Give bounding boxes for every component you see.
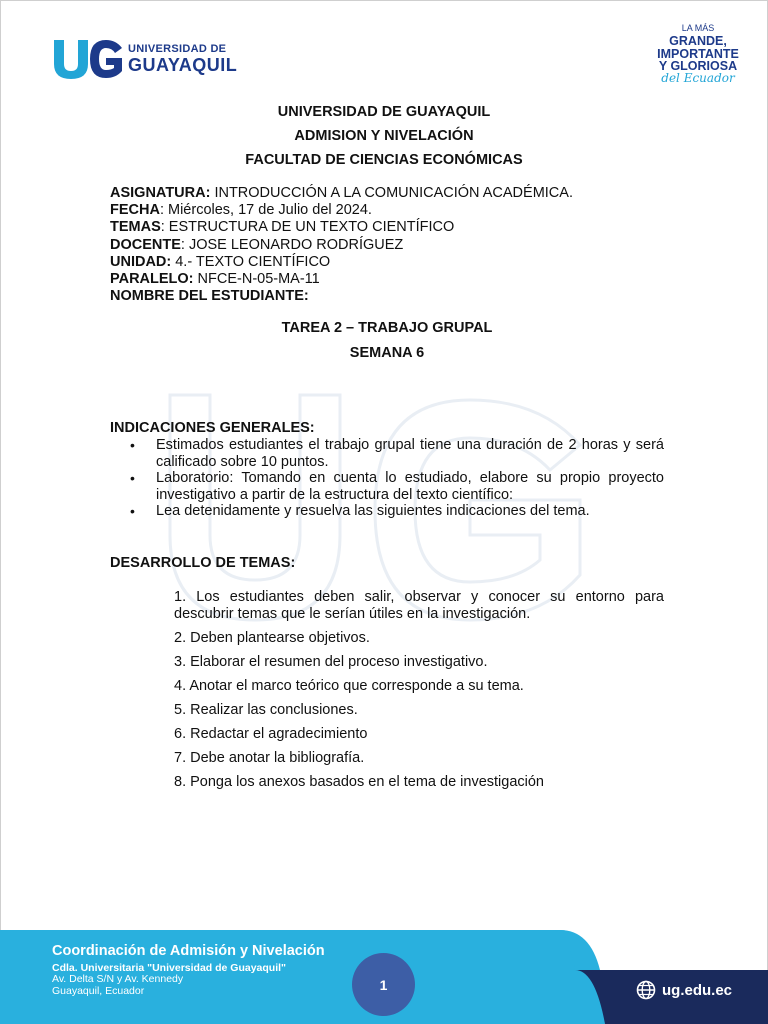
globe-icon — [636, 980, 656, 1000]
footer-address — [52, 944, 325, 998]
list-item: 3. Elaborar el resumen del proceso investigativo. — [174, 654, 488, 671]
unidad-label: UNIDAD: — [110, 253, 172, 270]
info-paralelo — [110, 271, 573, 288]
desarrollo-list — [174, 589, 664, 797]
list-item: 6. Redactar el agradecimiento — [174, 725, 368, 742]
footer-line-3: Av. Delta S/N y Av. Kennedy — [52, 973, 184, 986]
list-item: • Lea detenidamente y resuelva las siguientes indicaciones del tema. — [130, 503, 664, 520]
list-item: 2. Deben plantearse objetivos. — [174, 630, 370, 647]
info-fecha — [110, 202, 573, 219]
list-item: 4. Anotar el marco teórico que corresponde a su tema. — [174, 677, 524, 694]
website-text[interactable]: ug.edu.ec — [662, 981, 733, 999]
info-temas — [110, 219, 573, 236]
paralelo-value: NFCE-N-05-MA-11 — [193, 271, 320, 288]
list-item: 8. Ponga los anexos basados en el tema de investigación — [174, 773, 544, 790]
info-nombre — [110, 288, 573, 305]
logo-line-1: UNIVERSIDAD DE — [128, 43, 227, 55]
slogan-line-2: GRANDE, — [669, 34, 727, 48]
task-title: TAREA 2 – TRABAJO GRUPAL — [281, 320, 493, 336]
temas-label: TEMAS — [110, 219, 161, 236]
title-university: UNIVERSIDAD DE GUAYAQUIL — [277, 104, 491, 120]
docente-label: DOCENTE — [110, 236, 181, 253]
page-number: 1 — [352, 953, 415, 1016]
paralelo-label: PARALELO: — [110, 271, 194, 288]
list-item: • Laboratorio: Tomando en cuenta lo estudiado, elabore su propio proyecto investigativo a partir de la estructura del texto científico: — [130, 470, 664, 503]
info-docente — [110, 237, 573, 254]
slogan-logo — [652, 24, 744, 84]
university-logo — [52, 38, 237, 80]
slogan-line-5: del Ecuador — [661, 70, 735, 85]
info-unidad — [110, 254, 573, 271]
fecha-value: : Miércoles, 17 de Julio del 2024. — [159, 202, 372, 219]
info-asignatura — [110, 185, 573, 202]
indicaciones-heading: INDICACIONES GENERALES: — [110, 420, 315, 436]
docente-value: : JOSE LEONARDO RODRÍGUEZ — [180, 236, 404, 253]
ug-logo-icon — [52, 38, 124, 80]
nombre-label: NOMBRE DEL ESTUDIANTE: — [110, 288, 309, 305]
course-info — [110, 185, 573, 305]
slogan-line-3: IMPORTANTE — [657, 46, 739, 61]
footer-line-1: Coordinación de Admisión y Nivelación — [52, 943, 325, 959]
logo-line-2: GUAYAQUIL — [128, 55, 238, 75]
fecha-label: FECHA — [110, 202, 160, 219]
footer-line-2: Cdla. Universitaria "Universidad de Guayaquil" — [52, 961, 287, 974]
title-faculty: FACULTAD DE CIENCIAS ECONÓMICAS — [245, 152, 523, 168]
list-item: 1. Los estudiantes deben salir, observar y conocer su entorno para descubrir temas que le serían útiles en la investigación. — [174, 589, 664, 622]
slogan-line-1: LA MÁS — [681, 23, 715, 33]
website-link[interactable] — [636, 980, 732, 1000]
unidad-value: 4.- TEXTO CIENTÍFICO — [171, 253, 331, 270]
title-admission: ADMISION Y NIVELACIÓN — [294, 128, 474, 144]
asignatura-label: ASIGNATURA: — [110, 185, 211, 201]
footer-line-4: Guayaquil, Ecuador — [52, 985, 145, 998]
slogan-line-4: Y GLORIOSA — [658, 59, 738, 73]
asignatura-value: INTRODUCCIÓN A LA COMUNICACIÓN ACADÉMICA. — [210, 185, 573, 201]
list-item: 5. Realizar las conclusiones. — [174, 701, 358, 718]
list-item: • Estimados estudiantes el trabajo grupal tiene una duración de 2 horas y será calificado sobre 10 puntos. — [130, 437, 664, 470]
desarrollo-heading: DESARROLLO DE TEMAS: — [110, 555, 296, 571]
temas-value: : ESTRUCTURA DE UN TEXTO CIENTÍFICO — [160, 219, 455, 236]
task-week: SEMANA 6 — [349, 345, 425, 361]
list-item: 7. Debe anotar la bibliografía. — [174, 749, 365, 766]
indicaciones-list — [130, 437, 664, 520]
